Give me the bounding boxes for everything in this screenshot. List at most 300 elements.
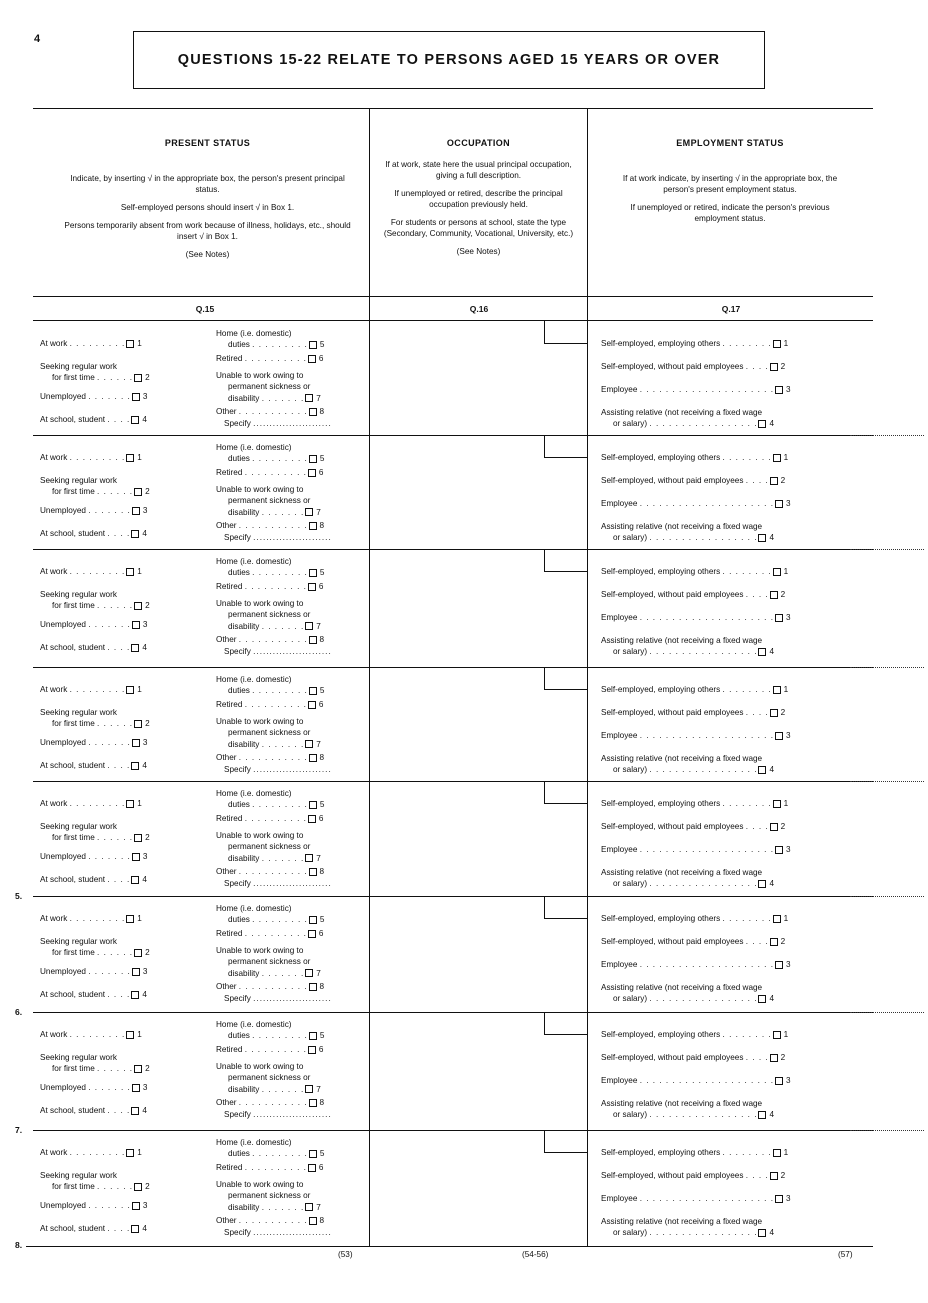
checkbox[interactable] — [132, 393, 140, 401]
employment-option-1[interactable] — [601, 1029, 788, 1040]
checkbox[interactable] — [773, 568, 781, 576]
employment-option-2[interactable] — [601, 361, 785, 372]
checkbox[interactable] — [131, 530, 139, 538]
leader-dots: . . . . — [107, 761, 131, 771]
checkbox[interactable] — [134, 488, 142, 496]
status-option-8[interactable] — [216, 1215, 332, 1238]
status-option-3[interactable] — [40, 966, 147, 977]
employment-option-4[interactable] — [601, 407, 774, 429]
status-code: 5 — [319, 800, 325, 810]
checkbox[interactable] — [308, 355, 316, 363]
status-option-7[interactable] — [216, 1179, 321, 1213]
employment-option-4[interactable] — [601, 1098, 774, 1120]
checkbox[interactable] — [131, 416, 139, 424]
status-option-6[interactable] — [216, 467, 323, 478]
status-option-1[interactable] — [40, 338, 142, 349]
specify-line[interactable]: ........................ — [253, 646, 332, 656]
occupation-line-3: For students or persons at school, state the type (Secondary, Community, Vocational, University, etc.) — [383, 218, 574, 238]
specify-line[interactable]: ........................ — [253, 1109, 332, 1119]
employment-label: Self-employed, employing others — [601, 453, 721, 463]
status-option-2[interactable] — [40, 475, 150, 497]
checkbox[interactable] — [305, 622, 313, 630]
leader-dots: . . . . . . . . — [722, 914, 772, 924]
employment-option-2[interactable] — [601, 475, 785, 486]
employment-option-4[interactable] — [601, 753, 774, 775]
employment-code: 4 — [769, 765, 775, 775]
checkbox[interactable] — [126, 568, 134, 576]
checkbox[interactable] — [770, 938, 778, 946]
status-label: Unable to work owing to — [216, 1062, 304, 1071]
checkbox[interactable] — [308, 815, 316, 823]
checkbox[interactable] — [758, 534, 766, 542]
status-option-3[interactable] — [40, 737, 147, 748]
employment-option-1[interactable] — [601, 798, 788, 809]
leader-dots: . . . . . . . . — [722, 799, 772, 809]
checkbox[interactable] — [758, 766, 766, 774]
status-option-6[interactable] — [216, 581, 323, 592]
status-label: Home (i.e. domestic) — [216, 329, 292, 338]
status-label: At school, student — [40, 1106, 106, 1116]
checkbox[interactable] — [308, 1164, 316, 1172]
status-option-2[interactable] — [40, 1170, 150, 1192]
checkbox[interactable] — [134, 720, 142, 728]
status-code: 7 — [316, 1202, 321, 1212]
checkbox[interactable] — [308, 583, 316, 591]
checkbox[interactable] — [131, 1225, 139, 1233]
status-option-4[interactable] — [40, 874, 147, 885]
checkbox[interactable] — [309, 636, 317, 644]
status-option-1[interactable] — [40, 1029, 142, 1040]
checkbox[interactable] — [305, 1203, 313, 1211]
employment-option-2[interactable] — [601, 1170, 785, 1181]
checkbox[interactable] — [770, 591, 778, 599]
employment-label: Self-employed, employing others — [601, 567, 721, 577]
employment-option-2[interactable] — [601, 707, 785, 718]
status-option-1[interactable] — [40, 566, 142, 577]
leader-dots: . . . . . . . — [261, 393, 305, 403]
leader-dots: . . . . . . . . . . . — [238, 635, 308, 645]
employment-option-1[interactable] — [601, 338, 788, 349]
status-code: 8 — [319, 982, 325, 992]
status-option-7[interactable] — [216, 370, 321, 404]
leader-dots: . . . . . . . . . . . . . . . . . . . . . — [639, 731, 774, 741]
status-option-5[interactable] — [216, 1019, 324, 1041]
specify-line[interactable]: ........................ — [253, 878, 332, 888]
status-option-2[interactable] — [40, 1052, 150, 1074]
employment-code: 4 — [769, 994, 775, 1004]
checkbox[interactable] — [773, 454, 781, 462]
checkbox[interactable] — [309, 916, 317, 924]
checkbox[interactable] — [134, 602, 142, 610]
leader-dots: . . . . . . — [97, 948, 134, 958]
employment-label-2: or salary) — [613, 765, 648, 775]
leader-dots: . . . . . . . . . — [69, 1148, 126, 1158]
checkbox[interactable] — [770, 1054, 778, 1062]
employment-option-2[interactable] — [601, 1052, 785, 1063]
checkbox[interactable] — [758, 420, 766, 428]
checkbox[interactable] — [309, 455, 317, 463]
status-option-6[interactable] — [216, 699, 323, 710]
status-code: 5 — [319, 1031, 325, 1041]
status-option-3[interactable] — [40, 391, 147, 402]
status-option-7[interactable] — [216, 716, 321, 750]
checkbox[interactable] — [773, 1149, 781, 1157]
employment-code: 2 — [780, 590, 786, 600]
checkbox[interactable] — [309, 341, 317, 349]
employment-option-2[interactable] — [601, 821, 785, 832]
status-option-2[interactable] — [40, 589, 150, 611]
checkbox[interactable] — [775, 614, 783, 622]
employment-label: Self-employed, without paid employees — [601, 1171, 744, 1181]
row-separator — [33, 781, 873, 782]
checkbox[interactable] — [773, 686, 781, 694]
leader-dots: . . . . . . . — [88, 1201, 131, 1211]
status-option-7[interactable] — [216, 598, 321, 632]
checkbox[interactable] — [134, 834, 142, 842]
employment-option-4[interactable] — [601, 982, 774, 1004]
checkbox[interactable] — [305, 394, 313, 402]
status-option-7[interactable] — [216, 484, 321, 518]
status-code: 1 — [137, 567, 142, 577]
occupation-code-bracket — [544, 1130, 587, 1153]
employment-option-3[interactable] — [601, 730, 791, 741]
employment-status-header — [610, 138, 850, 231]
status-option-8[interactable] — [216, 866, 332, 889]
status-code: 2 — [145, 948, 150, 958]
status-option-7[interactable] — [216, 945, 321, 979]
specify-line[interactable]: ........................ — [253, 764, 332, 774]
status-option-3[interactable] — [40, 851, 147, 862]
checkbox[interactable] — [132, 507, 140, 515]
checkbox[interactable] — [305, 740, 313, 748]
status-code: 1 — [137, 1030, 142, 1040]
checkbox[interactable] — [309, 1032, 317, 1040]
status-option-3[interactable] — [40, 1082, 147, 1093]
specify-line[interactable]: ........................ — [253, 1227, 332, 1237]
checkbox[interactable] — [126, 915, 134, 923]
employment-label: Assisting relative (not receiving a fixed wage — [601, 754, 763, 763]
status-option-8[interactable] — [216, 406, 332, 429]
checkbox[interactable] — [770, 709, 778, 717]
checkbox[interactable] — [132, 1202, 140, 1210]
checkbox[interactable] — [309, 754, 317, 762]
status-option-6[interactable] — [216, 928, 323, 939]
status-option-1[interactable] — [40, 684, 142, 695]
status-option-8[interactable] — [216, 752, 332, 775]
checkbox[interactable] — [309, 1150, 317, 1158]
status-option-5[interactable] — [216, 328, 324, 350]
status-option-5[interactable] — [216, 903, 324, 925]
footer-code-54-56: (54-56) — [522, 1250, 549, 1259]
employment-option-4[interactable] — [601, 1216, 774, 1238]
present-status-notes: (See Notes) — [185, 250, 230, 259]
status-option-2[interactable] — [40, 821, 150, 843]
employment-option-3[interactable] — [601, 959, 791, 970]
leader-dots: . . . . . . . . . — [69, 1030, 126, 1040]
status-label: Other — [216, 1098, 237, 1108]
checkbox[interactable] — [770, 823, 778, 831]
status-label: Seeking regular work — [40, 476, 117, 485]
status-code: 8 — [319, 1098, 325, 1108]
leader-dots: . . . . . . . — [88, 620, 131, 630]
checkbox[interactable] — [775, 846, 783, 854]
checkbox[interactable] — [773, 340, 781, 348]
specify-label: Specify — [224, 1109, 251, 1119]
checkbox[interactable] — [758, 995, 766, 1003]
checkbox[interactable] — [134, 374, 142, 382]
checkbox[interactable] — [758, 880, 766, 888]
status-code: 5 — [319, 915, 325, 925]
checkbox[interactable] — [305, 508, 313, 516]
checkbox[interactable] — [775, 1195, 783, 1203]
status-label: At work — [40, 799, 68, 809]
leader-dots: . . . . . . . . . . . . . . . . . . . . . — [639, 960, 774, 970]
status-option-1[interactable] — [40, 913, 142, 924]
status-option-3[interactable] — [40, 619, 147, 630]
status-option-6[interactable] — [216, 1044, 323, 1055]
employment-label: Self-employed, without paid employees — [601, 476, 744, 486]
checkbox[interactable] — [126, 1031, 134, 1039]
checkbox[interactable] — [309, 522, 317, 530]
status-option-8[interactable] — [216, 981, 332, 1004]
checkbox[interactable] — [126, 1149, 134, 1157]
checkbox[interactable] — [132, 968, 140, 976]
checkbox[interactable] — [308, 930, 316, 938]
leader-dots: . . . . . . . . . . — [244, 354, 307, 364]
checkbox[interactable] — [773, 915, 781, 923]
employment-code: 1 — [783, 685, 789, 695]
employment-option-1[interactable] — [601, 684, 788, 695]
checkbox[interactable] — [773, 1031, 781, 1039]
checkbox[interactable] — [773, 800, 781, 808]
checkbox[interactable] — [309, 868, 317, 876]
status-option-2[interactable] — [40, 936, 150, 958]
status-option-4[interactable] — [40, 642, 147, 653]
checkbox[interactable] — [770, 477, 778, 485]
leader-dots: . . . . . . . . . . . — [238, 1216, 308, 1226]
checkbox[interactable] — [131, 1107, 139, 1115]
leader-dots: . . . . — [745, 937, 769, 947]
leader-dots: . . . . . . — [97, 601, 134, 611]
checkbox[interactable] — [305, 1085, 313, 1093]
status-option-5[interactable] — [216, 556, 324, 578]
checkbox[interactable] — [309, 983, 317, 991]
employment-option-3[interactable] — [601, 1075, 791, 1086]
checkbox[interactable] — [134, 949, 142, 957]
status-option-7[interactable] — [216, 830, 321, 864]
employment-option-1[interactable] — [601, 913, 788, 924]
leader-dots: . . . . . . . . . — [252, 1149, 308, 1159]
employment-option-3[interactable] — [601, 384, 791, 395]
checkbox[interactable] — [770, 363, 778, 371]
checkbox[interactable] — [770, 1172, 778, 1180]
checkbox[interactable] — [134, 1183, 142, 1191]
status-code: 2 — [145, 601, 150, 611]
present-status-line-1: Indicate, by inserting √ in the appropriate box, the person's present principal status. — [70, 174, 345, 194]
status-option-1[interactable] — [40, 798, 142, 809]
status-option-4[interactable] — [40, 528, 147, 539]
status-code: 3 — [142, 967, 148, 977]
specify-line[interactable]: ........................ — [253, 993, 332, 1003]
checkbox[interactable] — [758, 648, 766, 656]
status-option-5[interactable] — [216, 1137, 324, 1159]
specify-line[interactable]: ........................ — [253, 532, 332, 542]
checkbox[interactable] — [126, 340, 134, 348]
status-option-6[interactable] — [216, 813, 323, 824]
status-label: At school, student — [40, 990, 106, 1000]
leader-dots: . . . . . . . . . . . . . . . . . — [649, 533, 758, 543]
checkbox[interactable] — [126, 454, 134, 462]
status-option-2[interactable] — [40, 707, 150, 729]
status-label: Home (i.e. domestic) — [216, 904, 292, 913]
status-option-5[interactable] — [216, 442, 324, 464]
status-option-4[interactable] — [40, 989, 147, 1000]
employment-option-4[interactable] — [601, 867, 774, 889]
status-code: 2 — [145, 1064, 150, 1074]
leader-dots: . . . . . . . . . . . . . . . . . . . . . — [639, 845, 774, 855]
leader-dots: . . . . . . . — [261, 621, 305, 631]
footer-code-57: (57) — [838, 1250, 853, 1259]
checkbox[interactable] — [308, 469, 316, 477]
checkbox[interactable] — [305, 854, 313, 862]
leader-dots: . . . . . . . . . . — [244, 814, 307, 824]
status-option-4[interactable] — [40, 414, 147, 425]
employment-option-4[interactable] — [601, 635, 774, 657]
employment-code: 3 — [785, 613, 791, 623]
checkbox[interactable] — [132, 1084, 140, 1092]
checkbox[interactable] — [132, 853, 140, 861]
status-label-2: duties — [228, 1031, 250, 1041]
checkbox[interactable] — [131, 762, 139, 770]
checkbox[interactable] — [775, 500, 783, 508]
checkbox[interactable] — [758, 1111, 766, 1119]
status-label-2: for first time — [52, 1182, 95, 1192]
status-option-1[interactable] — [40, 1147, 142, 1158]
checkbox[interactable] — [131, 644, 139, 652]
status-option-6[interactable] — [216, 353, 323, 364]
checkbox[interactable] — [126, 686, 134, 694]
checkbox[interactable] — [309, 1217, 317, 1225]
employment-option-3[interactable] — [601, 844, 791, 855]
employment-label: Self-employed, employing others — [601, 685, 721, 695]
checkbox[interactable] — [131, 991, 139, 999]
leader-dots: . . . . . . . — [88, 738, 131, 748]
employment-option-1[interactable] — [601, 1147, 788, 1158]
employment-status-line-2: If unemployed or retired, indicate the person's previous employment status. — [630, 203, 830, 223]
checkbox[interactable] — [132, 621, 140, 629]
status-option-4[interactable] — [40, 1105, 147, 1116]
status-option-8[interactable] — [216, 634, 332, 657]
status-option-2[interactable] — [40, 361, 150, 383]
checkbox[interactable] — [126, 800, 134, 808]
employment-label: Employee — [601, 1076, 638, 1086]
leader-dots: . . . . . . — [97, 1064, 134, 1074]
status-option-4[interactable] — [40, 760, 147, 771]
page-title: QUESTIONS 15-22 RELATE TO PERSONS AGED 15 YEARS OR OVER — [177, 52, 721, 68]
checkbox[interactable] — [308, 1046, 316, 1054]
employment-option-1[interactable] — [601, 452, 788, 463]
checkbox[interactable] — [132, 739, 140, 747]
leader-dots: . . . . . . . — [261, 853, 305, 863]
status-option-3[interactable] — [40, 505, 147, 516]
checkbox[interactable] — [309, 801, 317, 809]
checkbox[interactable] — [758, 1229, 766, 1237]
status-code: 4 — [142, 529, 147, 539]
status-code: 5 — [319, 454, 325, 464]
row-dotted-extension — [850, 781, 924, 782]
employment-label: Self-employed, without paid employees — [601, 1053, 744, 1063]
checkbox[interactable] — [775, 961, 783, 969]
leader-dots: . . . . . . . . . — [252, 340, 308, 350]
status-code: 5 — [319, 340, 325, 350]
employment-option-2[interactable] — [601, 936, 785, 947]
status-option-5[interactable] — [216, 788, 324, 810]
leader-dots: . . . . . . . . . . . — [238, 753, 308, 763]
checkbox[interactable] — [309, 1099, 317, 1107]
checkbox[interactable] — [309, 687, 317, 695]
employment-label-2: or salary) — [613, 1110, 648, 1120]
leader-dots: . . . . — [745, 362, 769, 372]
leader-dots: . . . . . . . . . . . — [238, 867, 308, 877]
status-label-3: disability — [228, 1202, 260, 1212]
status-code: 3 — [142, 392, 148, 402]
checkbox[interactable] — [309, 408, 317, 416]
checkbox[interactable] — [305, 969, 313, 977]
specify-line[interactable]: ........................ — [253, 418, 332, 428]
status-option-6[interactable] — [216, 1162, 323, 1173]
status-code: 4 — [142, 990, 147, 1000]
status-label-2: permanent sickness or — [228, 610, 311, 620]
status-option-5[interactable] — [216, 674, 324, 696]
status-option-8[interactable] — [216, 1097, 332, 1120]
status-label: Home (i.e. domestic) — [216, 789, 292, 798]
checkbox[interactable] — [131, 876, 139, 884]
employment-label: Assisting relative (not receiving a fixed wage — [601, 868, 763, 877]
checkbox[interactable] — [775, 386, 783, 394]
status-option-1[interactable] — [40, 452, 142, 463]
status-option-8[interactable] — [216, 520, 332, 543]
row-dotted-extension — [850, 435, 924, 436]
employment-option-3[interactable] — [601, 1193, 791, 1204]
status-option-3[interactable] — [40, 1200, 147, 1211]
status-option-4[interactable] — [40, 1223, 147, 1234]
leader-dots: . . . . . . . . . — [69, 339, 126, 349]
status-option-7[interactable] — [216, 1061, 321, 1095]
leader-dots: . . . . . . . . . . . . . . . . . . . . . — [639, 499, 774, 509]
status-code: 4 — [142, 415, 147, 425]
status-label: At work — [40, 1030, 68, 1040]
employment-option-2[interactable] — [601, 589, 785, 600]
checkbox[interactable] — [308, 701, 316, 709]
checkbox[interactable] — [309, 569, 317, 577]
employment-option-1[interactable] — [601, 566, 788, 577]
employment-option-3[interactable] — [601, 498, 791, 509]
status-code: 6 — [318, 1163, 324, 1173]
leader-dots: . . . . — [745, 590, 769, 600]
status-label: Seeking regular work — [40, 708, 117, 717]
checkbox[interactable] — [775, 1077, 783, 1085]
checkbox[interactable] — [134, 1065, 142, 1073]
employment-option-3[interactable] — [601, 612, 791, 623]
employment-option-4[interactable] — [601, 521, 774, 543]
occupation-code-bracket — [544, 549, 587, 572]
status-code: 5 — [319, 1149, 325, 1159]
status-code: 7 — [316, 853, 321, 863]
status-code: 4 — [142, 1224, 147, 1234]
status-code: 7 — [316, 968, 321, 978]
employment-label-2: or salary) — [613, 879, 648, 889]
checkbox[interactable] — [775, 732, 783, 740]
